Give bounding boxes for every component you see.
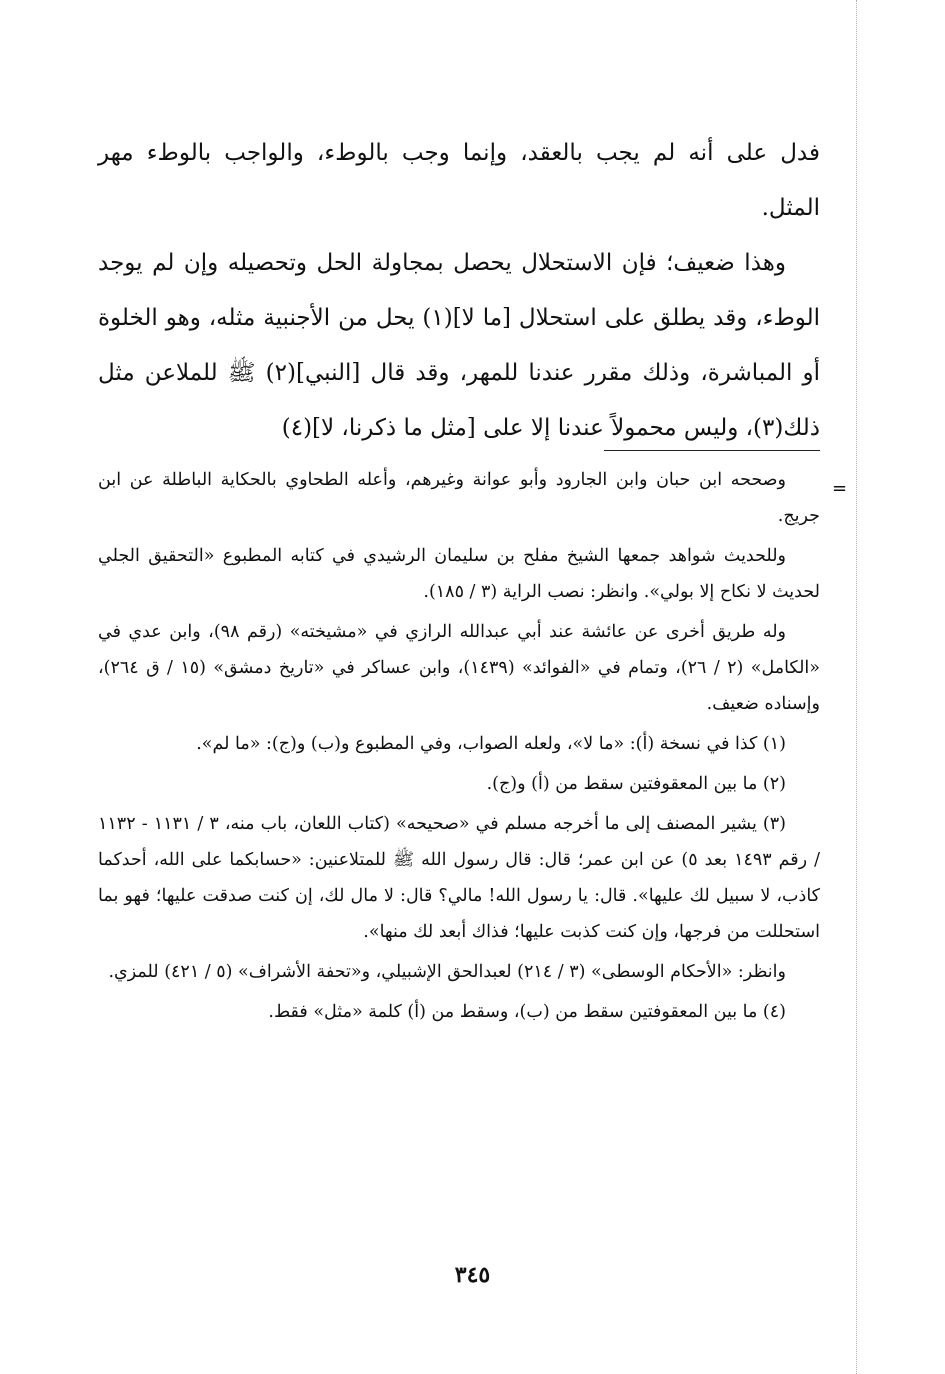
main-paragraph: فدل على أنه لم يجب بالعقد، وإنما وجب بالوطء، والواجب بالوطء مهر المثل.: [98, 140, 820, 221]
footnotes: [98, 462, 820, 1034]
footnote: وصححه ابن حبان وابن الجارود وأبو عوانة وغيرهم، وأعله الطحاوي بالحكاية الباطلة عن ابن جريج.: [98, 470, 820, 526]
footnote: وللحديث شواهد جمعها الشيخ مفلح بن سليمان الرشيدي في كتابه المطبوع «التحقيق الجلي لحديث لا نكاح إلا بولي». وانظر: نصب الراية (٣ / ١٨٥).: [98, 546, 820, 602]
main-paragraph: وهذا ضعيف؛ فإن الاستحلال يحصل بمجاولة الحل وتحصيله وإن لم يوجد الوطء، وقد يطلق على استحلال [ما لا](١) يحل من الأجنبية مثله، وهو الخلوة أو المباشرة، وذلك مقرر عندنا للمهر، وقد قال [النبي](٢) ﷺ للملاعن مثل ذلك(٣)، وليس محمولاً عندنا إلا على [مثل ما ذكرنا، لا](٤): [98, 250, 821, 441]
footnote-separator: [604, 450, 820, 451]
footnote-3: (٣) يشير المصنف إلى ما أخرجه مسلم في «صحيحه» (كتاب اللعان، باب منه، ٣ / ١١٣١ - ١١٣٢ / رقم ١٤٩٣ بعد ٥) عن ابن عمر؛ قال: قال رسول الله ﷺ للمتلاعنين: «حسابكما على الله، أحدكما كاذب، لا سبيل لك عليها». قال: يا رسول الله! مالي؟ قال: لا مال لك، إن كنت صدقت عليها؛ فهو بما استحللت من فرجها، وإن كنت كذبت عليها؛ فذاك أبعد لك منها».: [98, 814, 820, 942]
main-text: [98, 126, 820, 456]
page-gutter-line: [856, 0, 857, 1374]
footnote: وله طريق أخرى عن عائشة عند أبي عبدالله الرازي في «مشيخته» (رقم ٩٨)، وابن عدي في «الكامل» (٢ / ٢٦)، وتمام في «الفوائد» (١٤٣٩)، وابن عساكر في «تاريخ دمشق» (١٥ / ق ٢٦٤)، وإسناده ضعيف.: [98, 622, 820, 714]
footnote-2: (٢) ما بين المعقوفتين سقط من (أ) و(ج).: [486, 774, 786, 794]
footnote: وانظر: «الأحكام الوسطى» (٣ / ٢١٤) لعبدالحق الإشبيلي، و«تحفة الأشراف» (٥ / ٤٢١) للمزي.: [108, 962, 786, 982]
footnote-1: (١) كذا في نسخة (أ): «ما لا»، ولعله الصواب، وفي المطبوع و(ب) و(ج): «ما لم».: [196, 734, 786, 754]
page-number: ٣٤٥: [454, 1262, 491, 1288]
continuation-mark: =: [832, 478, 848, 499]
footnote-4: (٤) ما بين المعقوفتين سقط من (ب)، وسقط من (أ) كلمة «مثل» فقط.: [268, 1002, 786, 1022]
